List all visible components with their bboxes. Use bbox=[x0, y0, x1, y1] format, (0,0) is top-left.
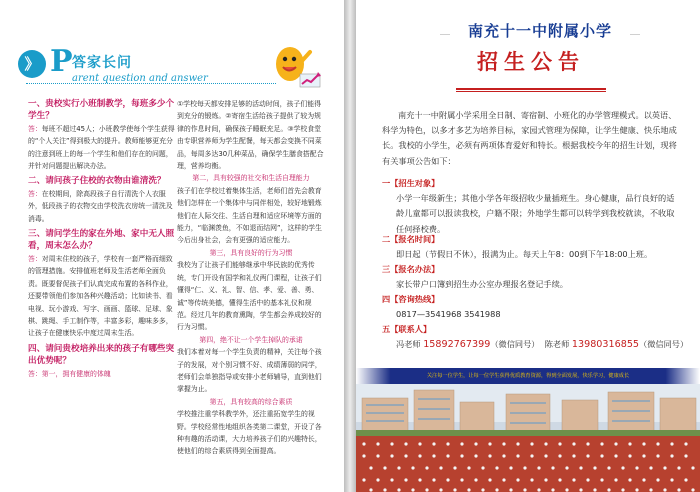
section-contact bbox=[382, 322, 689, 352]
notice-intro: 南充十一中附属小学采用全日制、寄宿制、小班化的办学管理模式。以英语、科学为特色，以多才多艺为培养目标，家园式管理为保障，让学生健康、快乐地成长。我校的小学生，必须有两项体育爱好和特长。根据我校今年的招生计划，现将有关事项公告如下： bbox=[382, 110, 677, 166]
qa-column-left bbox=[28, 98, 178, 383]
left-page bbox=[0, 0, 344, 492]
qa-subtitle: arent question and answer bbox=[72, 73, 208, 84]
chevron-badge-icon: 》 bbox=[18, 50, 46, 78]
question-title: 一、贵校实行小班制教学，每班多少个学生？ bbox=[28, 99, 175, 122]
section-body: 家长带户口簿到招生办公室办理报名登记手续。 bbox=[396, 279, 568, 290]
title-underline bbox=[456, 88, 606, 90]
answer-body: 对周末住校的孩子，学校有一套严格而细致的管理措施。安排值班老师及生活老师全面负责。既要督促孩子们认真完成布置的各科作业，还要带领他们参加各种兴趣活动；比如读书、看电视、玩小游戏、写字、画画、篮球、足球、象棋、跳绳、手工制作等，丰富多彩，趣味多多，让孩子在健康快乐中度过周末生活。 bbox=[28, 254, 173, 338]
contact-note: （微信同号） bbox=[490, 339, 540, 350]
section-body: 小学一年级新生；其他小学各年级招收少量插班生。身心健康，品行良好的适龄儿童都可以报读我校，户籍不限；外地学生都可以转学到我校就读，不收取任何择校费。 bbox=[396, 193, 675, 234]
point-heading: 第四，绝不让一个学生掉队的承诺 bbox=[199, 335, 303, 344]
contact-name: 陈老师 bbox=[544, 339, 570, 350]
header-initial: P bbox=[50, 44, 73, 79]
section-enrollment-target bbox=[382, 176, 682, 237]
qa-item bbox=[28, 175, 178, 225]
qa-column-right bbox=[177, 98, 325, 458]
slogan-banner: 关注每一位学生，让每一位学生获得优质教育资源，得到全面发展，快乐学习，健康成长 bbox=[356, 368, 700, 384]
answer-label: 答： bbox=[28, 254, 42, 263]
section-title: 三【报名办法】 bbox=[382, 264, 440, 274]
answer-body: ①学校每天都安排足够的活动时间，孩子们能得到充分的锻炼。②寄宿生活给孩子提供了较为规律的作息时间，确保孩子睡眠充足。③学校食堂由专职营养师为学生配餐，每天都会变换不同菜品，每周多达30几种菜品，确保学生膳食搭配合理，营养均衡。 bbox=[177, 100, 324, 171]
question-title: 四、请问贵校培养出来的孩子有哪些突出优势呢？ bbox=[28, 343, 175, 367]
answer-text bbox=[28, 123, 178, 173]
question-title: 二、请问孩子住校的衣物由谁清洗？ bbox=[28, 176, 166, 187]
section-title: 四【咨询热线】 bbox=[382, 294, 440, 304]
answer-label: 答： bbox=[28, 369, 42, 378]
qa-item bbox=[28, 343, 178, 380]
point-body: 我校为了让孩子们能够继承中华民族的优秀传统，专门开设有国学和礼仪两门课程，让孩子们懂得“仁、义、礼、智、信、孝、爱、善、勇、诚”等传统美德，懂得生活中的基本礼仪和规范。经过几年的教育熏陶，学生都会养成较好的行为习惯。 bbox=[177, 261, 322, 332]
notice-title: 招生公告 bbox=[477, 49, 585, 74]
section-title: 二【报名时间】 bbox=[382, 234, 440, 244]
point-body: 孩子们在学校过着集体生活，老师们首先会教育他们怎样在一个集体中与同伴相处，较好地锻炼他们在人际交往、生活自理和适应环境等方面的能力，“临渊羡鱼，不如退而结网”，这样的学生今后出身社会，会有更强的适应能力。 bbox=[177, 186, 322, 245]
section-body: 0817—3541968 3541988 bbox=[396, 309, 501, 320]
point-heading: 第三，具有良好的行为习惯 bbox=[209, 248, 293, 257]
section-hotline bbox=[382, 292, 682, 322]
answer-label: 答： bbox=[28, 189, 42, 198]
answer-text bbox=[28, 188, 178, 225]
question-title: 三、请问学生的家在外地、家中无人照看，周末怎么办？ bbox=[28, 229, 175, 252]
contact-row bbox=[382, 337, 689, 352]
answer-text bbox=[28, 253, 178, 340]
answer-text bbox=[28, 368, 178, 380]
section-registration-time bbox=[382, 232, 682, 262]
section-registration-method bbox=[382, 262, 682, 292]
contact-phone: 13980316855 bbox=[571, 339, 640, 351]
qa-item bbox=[28, 228, 178, 340]
title-underline-thin bbox=[456, 91, 606, 92]
answer-label: 答： bbox=[28, 124, 42, 133]
qa-title: 答家长问 bbox=[72, 55, 132, 71]
school-name: 南充十一中附属小学 bbox=[450, 20, 630, 41]
answer-body: 在校期间，除高段孩子自行清洗个人衣服外，低段孩子的衣物交由学校洗衣房统一清洗及消毒。 bbox=[28, 189, 173, 223]
point-body: 我们本着对每一个学生负责的精神，关注每个孩子的发展，对个别习惯不好、成绩薄弱的同学，老师们会单独指导或安排小老师辅导，直到他们掌握为止。 bbox=[177, 348, 322, 394]
campus-photo bbox=[356, 384, 700, 492]
point-heading: 第二，具有较强的社交和生活自理能力 bbox=[192, 174, 310, 183]
qa-item bbox=[28, 98, 178, 172]
section-body: 即日起（节假日不休），报满为止。每天上午8：00到下午18:00上班。 bbox=[396, 249, 653, 260]
mascot-icon bbox=[268, 36, 324, 92]
contact-phone: 15892767399 bbox=[423, 339, 491, 351]
answer-body: 每班不超过45人；小班教学使每个学生获得的“个人关注”得到极大的提升。教师能够更充分的注意到班上的每一个学生和他们存在的问题，并针对问题提出解决办法。 bbox=[28, 124, 175, 171]
point-heading: 第五，具有较高的综合素质 bbox=[209, 397, 293, 406]
page-gutter bbox=[344, 0, 356, 492]
answer-subhead: 第一，拥有健康的体魄 bbox=[41, 369, 111, 378]
header-divider bbox=[26, 83, 276, 84]
contact-note: （微信同号） bbox=[639, 339, 689, 350]
section-title: 一【招生对象】 bbox=[382, 178, 440, 188]
right-page bbox=[356, 0, 700, 492]
point-body: 学校推注重学科教学外，还注重拓宽学生的视野。学校经常性地组织各类第二课堂，开设了各种有趣的活动课，大力培养孩子们的兴趣特长，使他们的综合素质得到全面提高。 bbox=[177, 410, 322, 456]
section-title: 五【联系人】 bbox=[382, 324, 432, 334]
contact-name: 冯老师 bbox=[396, 339, 421, 350]
